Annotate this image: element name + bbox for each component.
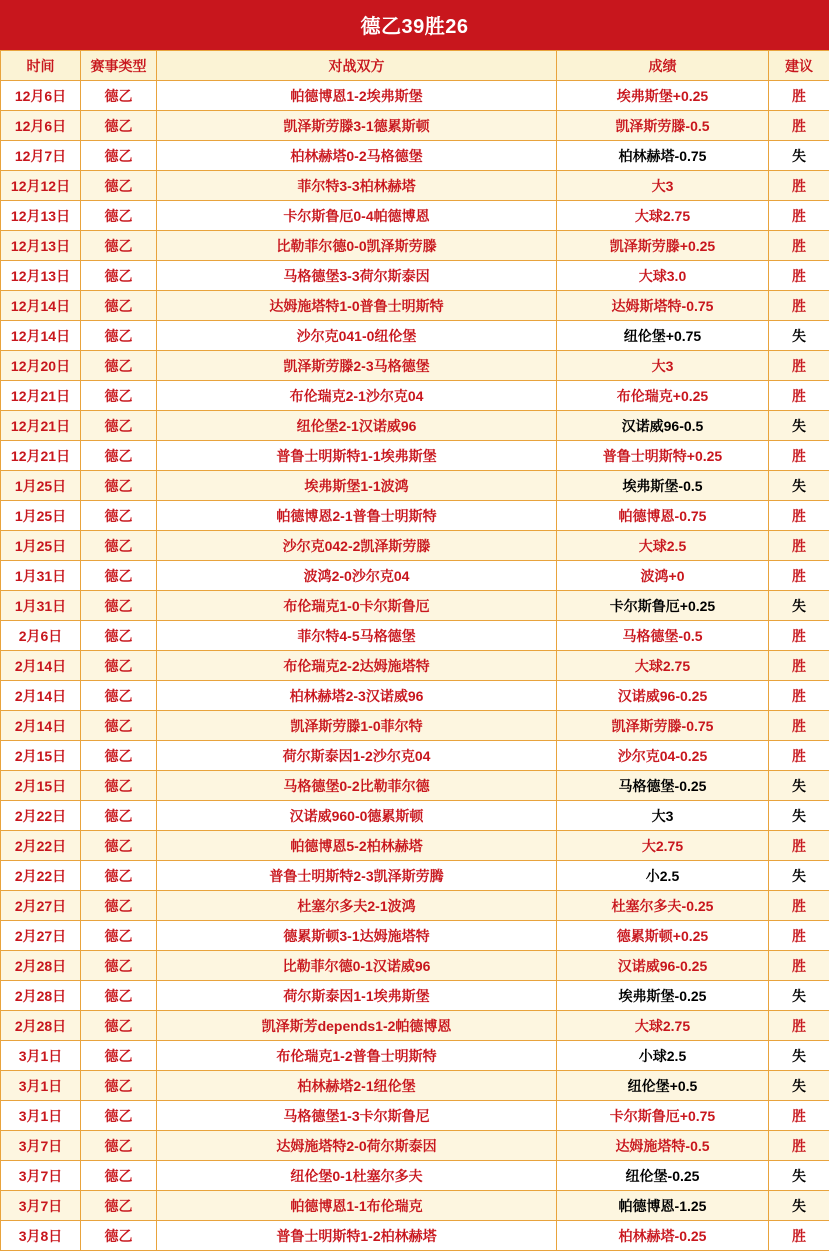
cell-match: 德累斯顿3-1达姆施塔特: [157, 921, 557, 951]
cell-league-type: 德乙: [81, 381, 157, 411]
table-row: [1, 81, 829, 111]
cell-league-type: 德乙: [81, 741, 157, 771]
cell-league-type: 德乙: [81, 1191, 157, 1221]
cell-match: 普鲁士明斯特2-3凯泽斯劳腾: [157, 861, 557, 891]
cell-time: 3月7日: [1, 1131, 81, 1161]
match-table: [0, 50, 829, 1251]
cell-result: 普鲁士明斯特+0.25: [557, 441, 769, 471]
cell-match: 达姆施塔特2-0荷尔斯泰因: [157, 1131, 557, 1161]
table-row: [1, 531, 829, 561]
cell-league-type: 德乙: [81, 291, 157, 321]
cell-result: 卡尔斯鲁厄+0.25: [557, 591, 769, 621]
cell-league-type: 德乙: [81, 981, 157, 1011]
cell-time: 3月7日: [1, 1191, 81, 1221]
cell-result: 汉诺威96-0.25: [557, 681, 769, 711]
cell-league-type: 德乙: [81, 801, 157, 831]
cell-advice: 胜: [769, 831, 829, 861]
cell-advice: 胜: [769, 711, 829, 741]
cell-league-type: 德乙: [81, 171, 157, 201]
cell-league-type: 德乙: [81, 1161, 157, 1191]
cell-match: 凯泽斯芳depends1-2帕德博恩: [157, 1011, 557, 1041]
cell-league-type: 德乙: [81, 231, 157, 261]
cell-time: 2月27日: [1, 921, 81, 951]
table-row: [1, 801, 829, 831]
cell-league-type: 德乙: [81, 201, 157, 231]
table-row: [1, 1071, 829, 1101]
cell-result: 柏林赫塔-0.25: [557, 1221, 769, 1251]
cell-league-type: 德乙: [81, 1221, 157, 1251]
cell-match: 帕德博恩2-1普鲁士明斯特: [157, 501, 557, 531]
table-row: [1, 981, 829, 1011]
cell-league-type: 德乙: [81, 1071, 157, 1101]
cell-league-type: 德乙: [81, 621, 157, 651]
cell-result: 大球2.75: [557, 651, 769, 681]
cell-league-type: 德乙: [81, 831, 157, 861]
cell-match: 柏林赫塔2-3汉诺威96: [157, 681, 557, 711]
cell-advice: 失: [769, 411, 829, 441]
table-row: [1, 651, 829, 681]
cell-match: 布伦瑞克1-2普鲁士明斯特: [157, 1041, 557, 1071]
cell-league-type: 德乙: [81, 1131, 157, 1161]
cell-match: 波鸿2-0沙尔克04: [157, 561, 557, 591]
cell-league-type: 德乙: [81, 651, 157, 681]
cell-time: 12月6日: [1, 81, 81, 111]
cell-advice: 胜: [769, 501, 829, 531]
cell-advice: 失: [769, 1191, 829, 1221]
cell-result: 帕德博恩-0.75: [557, 501, 769, 531]
table-row: [1, 861, 829, 891]
cell-match: 马格德堡3-3荷尔斯泰因: [157, 261, 557, 291]
cell-result: 凯泽斯劳滕-0.75: [557, 711, 769, 741]
cell-league-type: 德乙: [81, 411, 157, 441]
cell-time: 3月1日: [1, 1041, 81, 1071]
cell-match: 比勒菲尔德0-0凯泽斯劳滕: [157, 231, 557, 261]
cell-time: 12月13日: [1, 261, 81, 291]
table-row: [1, 261, 829, 291]
cell-advice: 胜: [769, 261, 829, 291]
column-header-time: 时间: [1, 51, 81, 81]
cell-time: 3月8日: [1, 1221, 81, 1251]
column-header-advice: 建议: [769, 51, 829, 81]
column-header-score: 成绩: [557, 51, 769, 81]
cell-league-type: 德乙: [81, 321, 157, 351]
cell-time: 2月14日: [1, 651, 81, 681]
table-row: [1, 1011, 829, 1041]
header-row: [1, 51, 829, 81]
cell-time: 3月1日: [1, 1071, 81, 1101]
cell-time: 1月25日: [1, 531, 81, 561]
cell-time: 2月6日: [1, 621, 81, 651]
table-row: [1, 381, 829, 411]
table-row: [1, 771, 829, 801]
cell-match: 纽伦堡0-1杜塞尔多夫: [157, 1161, 557, 1191]
cell-result: 波鸿+0: [557, 561, 769, 591]
cell-result: 大2.75: [557, 831, 769, 861]
table-row: [1, 501, 829, 531]
cell-result: 布伦瑞克+0.25: [557, 381, 769, 411]
cell-league-type: 德乙: [81, 261, 157, 291]
cell-advice: 失: [769, 1041, 829, 1071]
cell-result: 达姆斯塔特-0.75: [557, 291, 769, 321]
cell-advice: 失: [769, 801, 829, 831]
cell-result: 凯泽斯劳滕+0.25: [557, 231, 769, 261]
cell-result: 马格德堡-0.5: [557, 621, 769, 651]
cell-result: 凯泽斯劳滕-0.5: [557, 111, 769, 141]
cell-advice: 失: [769, 861, 829, 891]
cell-match: 卡尔斯鲁厄0-4帕德博恩: [157, 201, 557, 231]
cell-advice: 失: [769, 1161, 829, 1191]
cell-match: 马格德堡0-2比勒菲尔德: [157, 771, 557, 801]
cell-advice: 胜: [769, 441, 829, 471]
cell-time: 2月22日: [1, 801, 81, 831]
cell-advice: 失: [769, 471, 829, 501]
column-header-match: 对战双方: [157, 51, 557, 81]
cell-match: 菲尔特4-5马格德堡: [157, 621, 557, 651]
cell-match: 柏林赫塔0-2马格德堡: [157, 141, 557, 171]
cell-time: 2月15日: [1, 771, 81, 801]
cell-match: 布伦瑞克2-1沙尔克04: [157, 381, 557, 411]
cell-advice: 胜: [769, 291, 829, 321]
cell-time: 12月13日: [1, 231, 81, 261]
cell-result: 埃弗斯堡+0.25: [557, 81, 769, 111]
cell-time: 12月6日: [1, 111, 81, 141]
cell-advice: 失: [769, 771, 829, 801]
table-row: [1, 1101, 829, 1131]
cell-time: 2月27日: [1, 891, 81, 921]
cell-time: 1月31日: [1, 561, 81, 591]
cell-result: 德累斯顿+0.25: [557, 921, 769, 951]
cell-time: 12月7日: [1, 141, 81, 171]
cell-advice: 胜: [769, 111, 829, 141]
cell-time: 1月25日: [1, 471, 81, 501]
table-row: [1, 351, 829, 381]
cell-advice: 胜: [769, 561, 829, 591]
cell-time: 12月20日: [1, 351, 81, 381]
table-row: [1, 951, 829, 981]
cell-time: 2月28日: [1, 951, 81, 981]
cell-result: 沙尔克04-0.25: [557, 741, 769, 771]
cell-league-type: 德乙: [81, 771, 157, 801]
cell-time: 12月21日: [1, 441, 81, 471]
cell-advice: 失: [769, 321, 829, 351]
cell-result: 大球2.75: [557, 1011, 769, 1041]
cell-result: 杜塞尔多夫-0.25: [557, 891, 769, 921]
cell-advice: 胜: [769, 1221, 829, 1251]
cell-result: 小球2.5: [557, 1041, 769, 1071]
cell-match: 杜塞尔多夫2-1波鸿: [157, 891, 557, 921]
table-row: [1, 591, 829, 621]
cell-result: 汉诺威96-0.25: [557, 951, 769, 981]
cell-time: 12月12日: [1, 171, 81, 201]
table-row: [1, 831, 829, 861]
cell-league-type: 德乙: [81, 531, 157, 561]
cell-result: 埃弗斯堡-0.25: [557, 981, 769, 1011]
cell-result: 埃弗斯堡-0.5: [557, 471, 769, 501]
cell-time: 12月14日: [1, 321, 81, 351]
cell-league-type: 德乙: [81, 951, 157, 981]
cell-time: 12月14日: [1, 291, 81, 321]
cell-advice: 胜: [769, 681, 829, 711]
cell-advice: 胜: [769, 201, 829, 231]
cell-time: 2月28日: [1, 1011, 81, 1041]
cell-match: 纽伦堡2-1汉诺威96: [157, 411, 557, 441]
column-header-type: 赛事类型: [81, 51, 157, 81]
table-row: [1, 321, 829, 351]
cell-result: 柏林赫塔-0.75: [557, 141, 769, 171]
cell-advice: 胜: [769, 651, 829, 681]
cell-league-type: 德乙: [81, 561, 157, 591]
cell-time: 2月14日: [1, 681, 81, 711]
cell-result: 达姆施塔特-0.5: [557, 1131, 769, 1161]
cell-league-type: 德乙: [81, 591, 157, 621]
cell-advice: 胜: [769, 951, 829, 981]
cell-league-type: 德乙: [81, 681, 157, 711]
table-row: [1, 1161, 829, 1191]
cell-advice: 胜: [769, 621, 829, 651]
cell-advice: 胜: [769, 1101, 829, 1131]
cell-advice: 失: [769, 591, 829, 621]
cell-match: 荷尔斯泰因1-2沙尔克04: [157, 741, 557, 771]
cell-result: 纽伦堡+0.75: [557, 321, 769, 351]
cell-match: 菲尔特3-3柏林赫塔: [157, 171, 557, 201]
table-row: [1, 171, 829, 201]
cell-advice: 失: [769, 981, 829, 1011]
table-row: [1, 111, 829, 141]
cell-advice: 胜: [769, 1011, 829, 1041]
table-row: [1, 231, 829, 261]
cell-advice: 胜: [769, 921, 829, 951]
cell-time: 2月28日: [1, 981, 81, 1011]
cell-league-type: 德乙: [81, 1041, 157, 1071]
cell-match: 普鲁士明斯特1-2柏林赫塔: [157, 1221, 557, 1251]
cell-advice: 胜: [769, 741, 829, 771]
cell-match: 汉诺威960-0德累斯顿: [157, 801, 557, 831]
cell-league-type: 德乙: [81, 921, 157, 951]
table-row: [1, 621, 829, 651]
cell-match: 凯泽斯劳滕1-0菲尔特: [157, 711, 557, 741]
cell-league-type: 德乙: [81, 861, 157, 891]
cell-time: 3月7日: [1, 1161, 81, 1191]
table-header: [1, 51, 829, 81]
cell-result: 大3: [557, 801, 769, 831]
cell-match: 沙尔克042-2凯泽斯劳滕: [157, 531, 557, 561]
cell-advice: 胜: [769, 171, 829, 201]
page-title: 德乙39胜26: [0, 0, 829, 50]
cell-league-type: 德乙: [81, 351, 157, 381]
cell-result: 纽伦堡+0.5: [557, 1071, 769, 1101]
table-row: [1, 921, 829, 951]
cell-time: 2月14日: [1, 711, 81, 741]
cell-match: 达姆施塔特1-0普鲁士明斯特: [157, 291, 557, 321]
cell-result: 纽伦堡-0.25: [557, 1161, 769, 1191]
cell-advice: 失: [769, 141, 829, 171]
cell-time: 3月1日: [1, 1101, 81, 1131]
cell-match: 帕德博恩1-2埃弗斯堡: [157, 81, 557, 111]
cell-match: 比勒菲尔德0-1汉诺威96: [157, 951, 557, 981]
cell-match: 埃弗斯堡1-1波鸿: [157, 471, 557, 501]
table-row: [1, 561, 829, 591]
cell-result: 卡尔斯鲁厄+0.75: [557, 1101, 769, 1131]
cell-advice: 胜: [769, 231, 829, 261]
cell-league-type: 德乙: [81, 1101, 157, 1131]
table-row: [1, 741, 829, 771]
cell-result: 大3: [557, 351, 769, 381]
cell-league-type: 德乙: [81, 1011, 157, 1041]
cell-time: 2月15日: [1, 741, 81, 771]
cell-advice: 失: [769, 1071, 829, 1101]
cell-match: 帕德博恩1-1布伦瑞克: [157, 1191, 557, 1221]
table-row: [1, 891, 829, 921]
cell-result: 帕德博恩-1.25: [557, 1191, 769, 1221]
cell-advice: 胜: [769, 351, 829, 381]
cell-league-type: 德乙: [81, 471, 157, 501]
table-row: [1, 681, 829, 711]
cell-match: 帕德博恩5-2柏林赫塔: [157, 831, 557, 861]
cell-league-type: 德乙: [81, 141, 157, 171]
cell-advice: 胜: [769, 891, 829, 921]
cell-league-type: 德乙: [81, 81, 157, 111]
table-body: [1, 81, 829, 1251]
cell-match: 柏林赫塔2-1纽伦堡: [157, 1071, 557, 1101]
cell-time: 2月22日: [1, 831, 81, 861]
table-row: [1, 411, 829, 441]
cell-match: 布伦瑞克2-2达姆施塔特: [157, 651, 557, 681]
table-row: [1, 441, 829, 471]
cell-match: 凯泽斯劳滕3-1德累斯顿: [157, 111, 557, 141]
table-row: [1, 141, 829, 171]
cell-result: 马格德堡-0.25: [557, 771, 769, 801]
cell-match: 凯泽斯劳滕2-3马格德堡: [157, 351, 557, 381]
table-row: [1, 291, 829, 321]
cell-advice: 胜: [769, 1131, 829, 1161]
cell-result: 大球3.0: [557, 261, 769, 291]
cell-advice: 胜: [769, 381, 829, 411]
cell-league-type: 德乙: [81, 711, 157, 741]
table-row: [1, 201, 829, 231]
cell-advice: 胜: [769, 531, 829, 561]
cell-result: 大球2.75: [557, 201, 769, 231]
cell-result: 大3: [557, 171, 769, 201]
cell-time: 12月13日: [1, 201, 81, 231]
cell-time: 1月31日: [1, 591, 81, 621]
cell-match: 马格德堡1-3卡尔斯鲁尼: [157, 1101, 557, 1131]
cell-time: 1月25日: [1, 501, 81, 531]
cell-league-type: 德乙: [81, 501, 157, 531]
cell-result: 汉诺威96-0.5: [557, 411, 769, 441]
cell-league-type: 德乙: [81, 891, 157, 921]
table-row: [1, 471, 829, 501]
cell-match: 沙尔克041-0纽伦堡: [157, 321, 557, 351]
table-row: [1, 711, 829, 741]
cell-match: 荷尔斯泰因1-1埃弗斯堡: [157, 981, 557, 1011]
table-row: [1, 1041, 829, 1071]
cell-time: 12月21日: [1, 381, 81, 411]
cell-advice: 胜: [769, 81, 829, 111]
cell-result: 小2.5: [557, 861, 769, 891]
cell-time: 12月21日: [1, 411, 81, 441]
cell-time: 2月22日: [1, 861, 81, 891]
cell-result: 大球2.5: [557, 531, 769, 561]
cell-match: 布伦瑞克1-0卡尔斯鲁厄: [157, 591, 557, 621]
table-row: [1, 1221, 829, 1251]
cell-league-type: 德乙: [81, 111, 157, 141]
table-row: [1, 1131, 829, 1161]
table-row: [1, 1191, 829, 1221]
cell-match: 普鲁士明斯特1-1埃弗斯堡: [157, 441, 557, 471]
cell-league-type: 德乙: [81, 441, 157, 471]
